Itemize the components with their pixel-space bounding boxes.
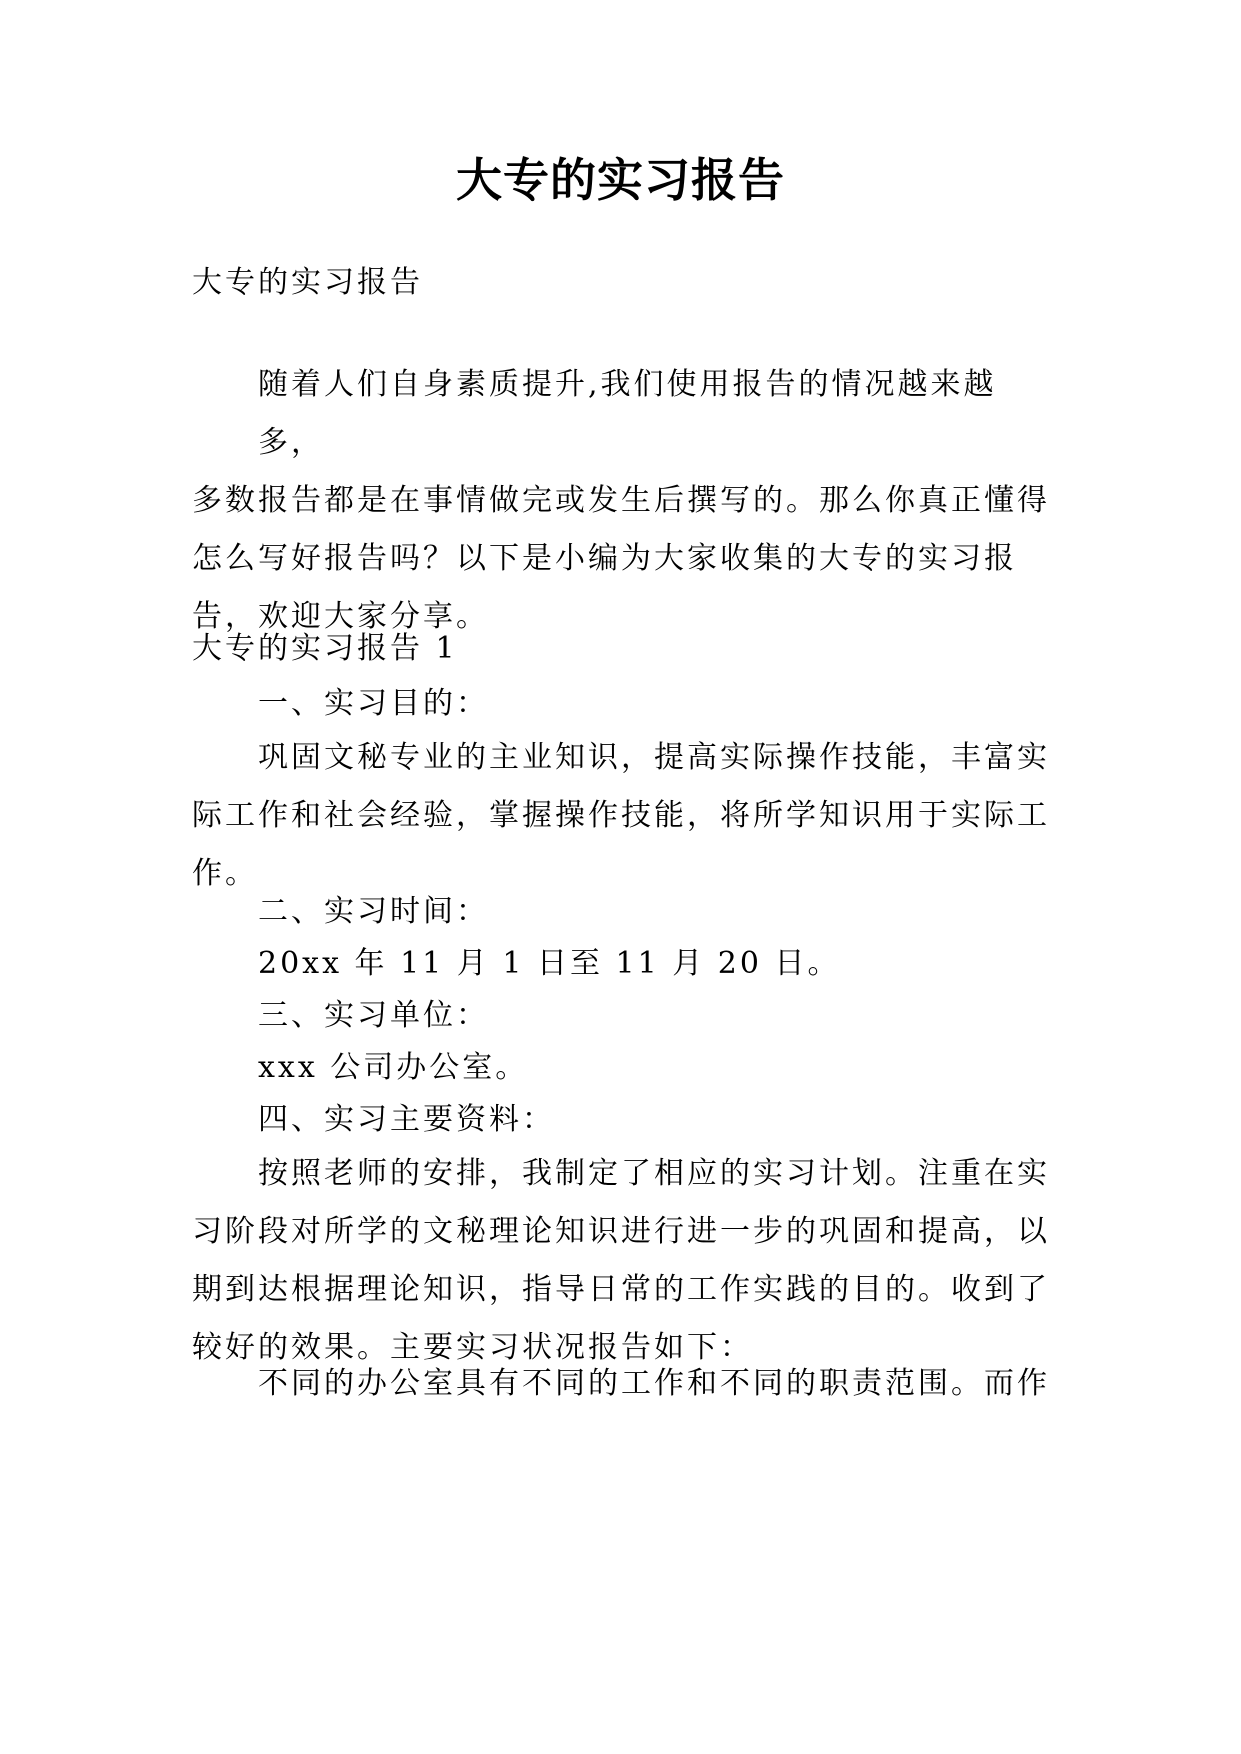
intro-line: 怎么写好报告吗？以下是小编为大家收集的大专的实习报 [192, 541, 1017, 576]
purpose-line: 作。 [192, 856, 258, 891]
content-heading: 四、实习主要资料： [258, 1102, 555, 1137]
last-paragraph-line: 不同的办公室具有不同的工作和不同的职责范围。而作 [258, 1366, 1050, 1401]
purpose-paragraph [192, 729, 1052, 903]
document-title: 大专的实习报告 [456, 153, 785, 207]
content-line: 习阶段对所学的文秘理论知识进行进一步的巩固和提高，以 [192, 1214, 1050, 1249]
purpose-line: 巩固文秘专业的主业知识，提高实际操作技能，丰富实 [258, 740, 1050, 775]
time-heading: 二、实习时间： [258, 894, 489, 929]
section-heading: 大专的实习报告 1 [192, 631, 458, 666]
time-value: 20xx 年 11 月 1 日至 11 月 20 日。 [258, 946, 841, 981]
unit-heading: 三、实习单位： [258, 998, 489, 1033]
content-line: 期到达根据理论知识，指导日常的工作实践的目的。收到了 [192, 1272, 1050, 1307]
intro-line: 多数报告都是在事情做完或发生后撰写的。那么你真正懂得 [192, 483, 1050, 518]
intro-line: 告，欢迎大家分享。 [192, 599, 489, 634]
content-line: 按照老师的安排，我制定了相应的实习计划。注重在实 [258, 1156, 1050, 1191]
intro-line: 随着人们自身素质提升,我们使用报告的情况越来越多， [258, 367, 997, 460]
unit-value: xxx 公司办公室。 [258, 1050, 529, 1085]
purpose-heading: 一、实习目的： [258, 686, 489, 721]
content-line: 较好的效果。主要实习状况报告如下： [192, 1330, 753, 1365]
content-paragraph [192, 1145, 1052, 1377]
purpose-line: 际工作和社会经验，掌握操作技能，将所学知识用于实际工 [192, 798, 1050, 833]
document-subtitle: 大专的实习报告 [192, 265, 423, 300]
intro-paragraph [192, 356, 1052, 646]
